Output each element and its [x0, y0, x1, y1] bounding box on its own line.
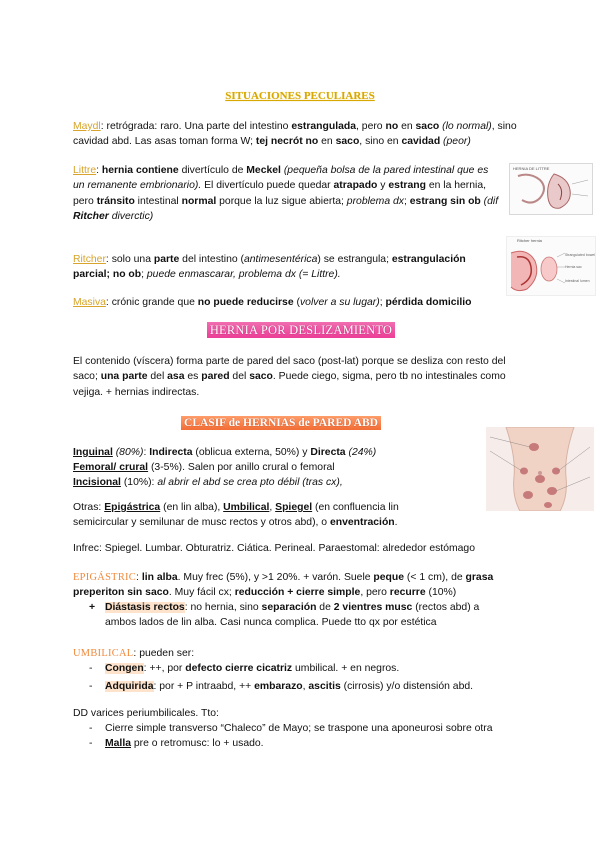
epigastric-term: EPIGÁSTRIC [73, 572, 137, 583]
ritcher-term: Ritcher [73, 254, 106, 265]
umbilical-paragraph: UMBILICAL: pueden ser: [73, 648, 195, 659]
femoral-term: Femoral/ crural [73, 462, 149, 473]
infrec-line: Infrec: Spiegel. Lumbar. Obturatriz. Ciática. Perineal. Paraestomal: alrededor estómago [73, 543, 475, 554]
abdominal-hernias-illustration [486, 427, 594, 511]
umbilical-term: UMBILICAL [73, 648, 134, 659]
heading-clasif-hernias-pared-abd: CLASIF de HERNIAS de PARED ABD [168, 416, 394, 431]
list-item: - Cierre simple transverso “Chaleco” de Mayo; se traspone una aponeurosi sobre otra [89, 723, 493, 734]
femoral-line: Femoral/ crural (3-5%). Salen por anillo crural o femoral [73, 462, 335, 473]
maydl-term: Maydl [73, 121, 101, 132]
inguinal-term: Inguinal [73, 447, 113, 458]
littre-term: Littre [73, 165, 97, 176]
list-item: - Congen: ++, por defecto cierre cicatriz umbilical. + en negros. [89, 663, 400, 674]
list-item: - Adquirida: por + P intraabd, ++ embarazo, ascitis (cirrosis) y/o distensión abd. [89, 681, 474, 693]
otras-paragraph: Otras: Epigástrica (en lin alba), Umbilical, Spiegel (en confluencia lin semicircular y semilunar de musc rectos y otros abd), o enventración. [73, 502, 399, 529]
masiva-term: Masiva [73, 297, 106, 308]
maydl-paragraph: Maydl: retrógrada: raro. Una parte del intestino estrangulada, pero no en saco (lo normal), sino cavidad abd. Las asas toman forma W; tej necrót no en saco, sino en cavidad (peor) [73, 121, 517, 148]
dd-list [73, 721, 533, 752]
masiva-paragraph: Masiva: crónic grande que no puede reducirse (volver a su lugar); pérdida domicilio [73, 297, 472, 308]
inguinal-line: Inguinal (80%): Indirecta (oblicua externa, 50%) y Directa (24%) [73, 447, 377, 458]
ritcher-paragraph: Ritcher: solo una parte del intestino (antimesentérica) se estrangula; estrangulación parcial; no ob; puede enmascarar, problema dx (= Littre). [73, 254, 466, 281]
incisional-term: Incisional [73, 477, 121, 488]
epigastric-paragraph: EPIGÁSTRIC: lin alba. Muy frec (5%), y >1 20%. + varón. Suele peque (< 1 cm), de grasa preperiton sin saco. Muy fácil cx; reducción + cierre simple, pero recurre (10%) [73, 572, 494, 599]
heading-hernia-por-deslizamiento: HERNIA POR DESLIZAMIENTO [188, 323, 414, 338]
deslizamiento-paragraph: El contenido (víscera) forma parte de pared del saco (post-lat) porque se desliza con resto del saco; una parte del asa es pared del saco. Puede ciego, sigma, pero tb no intestinales como vejiga. + hernias indirectas. [73, 356, 506, 398]
dd-paragraph: DD varices periumbilicales. Tto: [73, 708, 219, 719]
epigastric-bullet-list [73, 600, 513, 631]
umbilical-list [73, 661, 513, 695]
heading-situaciones-peculiares: SITUACIONES PECULIARES [225, 90, 375, 102]
list-item: + Diástasis rectos: no hernia, sino separación de 2 vientres musc (rectos abd) a ambos lados de lin alba. Casi nunca complica. Puede tto qx por estética [89, 602, 480, 629]
list-item: - Malla pre o retromusc: lo + usado. [89, 738, 264, 750]
ritcher-hernia-illustration: Ritcher hernia Strangulated bowel Hernia sac Intestinal lumen [506, 236, 596, 296]
littre-hernia-illustration: HERNIA DE LITTRE [509, 163, 593, 215]
littre-paragraph: Littre: hernia contiene divertículo de Meckel (pequeña bolsa de la pared intestinal que es un remanente embrionario). El divertículo puede quedar atrapado y estrang en la hernia, pero tránsito intestinal normal porque la luz sigue abierta; problema dx; estrang sin ob (dif Ritcher diverctic) [73, 165, 499, 223]
incisional-line: Incisional (10%): al abrir el abd se crea pto débil (tras cx), [73, 477, 343, 488]
